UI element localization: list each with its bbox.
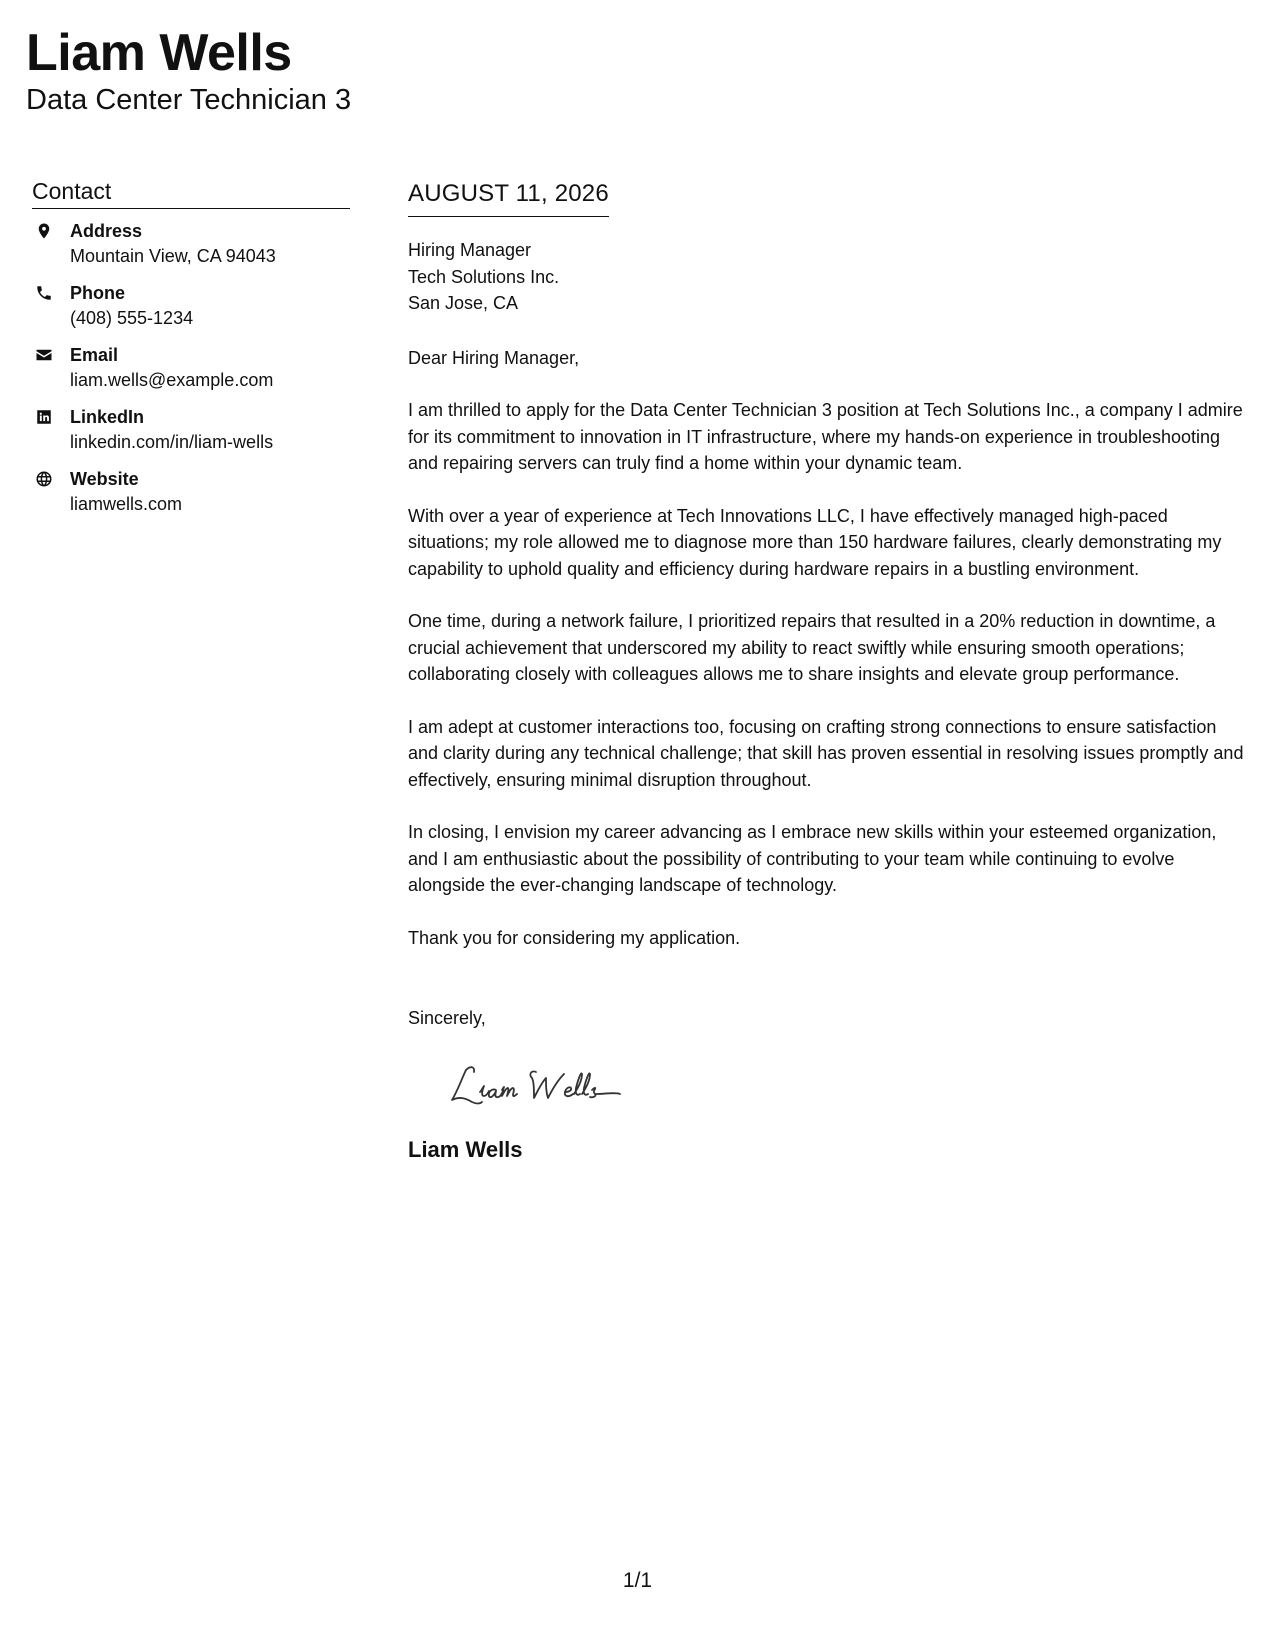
contact-sidebar	[32, 176, 350, 529]
recipient-line: Tech Solutions Inc.	[408, 266, 560, 287]
contact-label: LinkedIn	[70, 407, 145, 427]
email-link[interactable]: liam.wells@example.com	[70, 370, 274, 390]
location-pin-icon	[32, 219, 70, 243]
recipient-block	[408, 237, 1250, 317]
contact-label: Phone	[70, 283, 126, 303]
contact-label: Website	[70, 469, 139, 489]
letter-date: AUGUST 11, 2026	[408, 180, 609, 207]
contact-heading: Contact	[32, 176, 350, 209]
address-value: Mountain View, CA 94043	[70, 246, 276, 266]
phone-icon	[32, 281, 70, 305]
signed-name: Liam Wells	[408, 1136, 523, 1162]
linkedin-link[interactable]: linkedin.com/in/liam-wells	[70, 432, 274, 452]
envelope-icon	[32, 343, 70, 367]
linkedin-icon	[32, 405, 70, 429]
letter-paragraph: I am thrilled to apply for the Data Center Technician 3 position at Tech Solutions Inc., a company I admire for its commitment to innovation in IT infrastructure, where my hands-on experience in troubleshooting and repairing servers can truly find a home within your dynamic team.	[408, 400, 1243, 473]
website-link[interactable]: liamwells.com	[70, 494, 183, 514]
letter-paragraph: One time, during a network failure, I prioritized repairs that resulted in a 20% reduction in downtime, a crucial achievement that underscored my ability to react swiftly while ensuring smooth operations; collaborating closely with colleagues allows me to share insights and elevate group performance.	[408, 611, 1216, 684]
job-title: Data Center Technician 3	[26, 84, 352, 116]
contact-item-phone	[32, 281, 350, 331]
letter-paragraph: With over a year of experience at Tech Innovations LLC, I have effectively managed high-paced situations; my role allowed me to diagnose more than 150 hardware failures, clearly demonstrating my capability to uphold quality and efficiency during hardware repairs in a bustling environment.	[408, 505, 1222, 579]
contact-item-address	[32, 219, 350, 269]
globe-icon	[32, 467, 70, 491]
letter-paragraph: Thank you for considering my application.	[408, 927, 741, 948]
applicant-name: Liam Wells	[26, 24, 292, 82]
salutation: Dear Hiring Manager,	[408, 347, 580, 368]
page-number: 1/1	[622, 1569, 653, 1592]
contact-label: Address	[70, 221, 143, 241]
contact-item-linkedin	[32, 405, 350, 455]
contact-list	[32, 219, 350, 517]
contact-label: Email	[70, 345, 119, 365]
contact-item-website	[32, 467, 350, 517]
resume-header	[26, 22, 351, 118]
contact-item-email	[32, 343, 350, 393]
letter-paragraph: In closing, I envision my career advancing as I embrace new skills within your esteemed organization, and I am enthusiastic about the possibility of contributing to your team while continuing to evolve alongside the ever-changing landscape of technology.	[408, 822, 1217, 895]
recipient-line: Hiring Manager	[408, 240, 532, 260]
date-block	[408, 178, 609, 217]
recipient-line: San Jose, CA	[408, 293, 519, 313]
letter-paragraph: I am adept at customer interactions too, focusing on crafting strong connections to ensure satisfaction and clarity during any technical challenge; that skill has proven essential in resolving issues promptly and effectively, ensuring minimal disruption throughout.	[408, 716, 1244, 790]
closing: Sincerely,	[408, 1008, 486, 1028]
handwritten-signature	[444, 1056, 1250, 1116]
phone-value: (408) 555-1234	[70, 308, 194, 328]
letter-body	[408, 178, 1250, 1164]
